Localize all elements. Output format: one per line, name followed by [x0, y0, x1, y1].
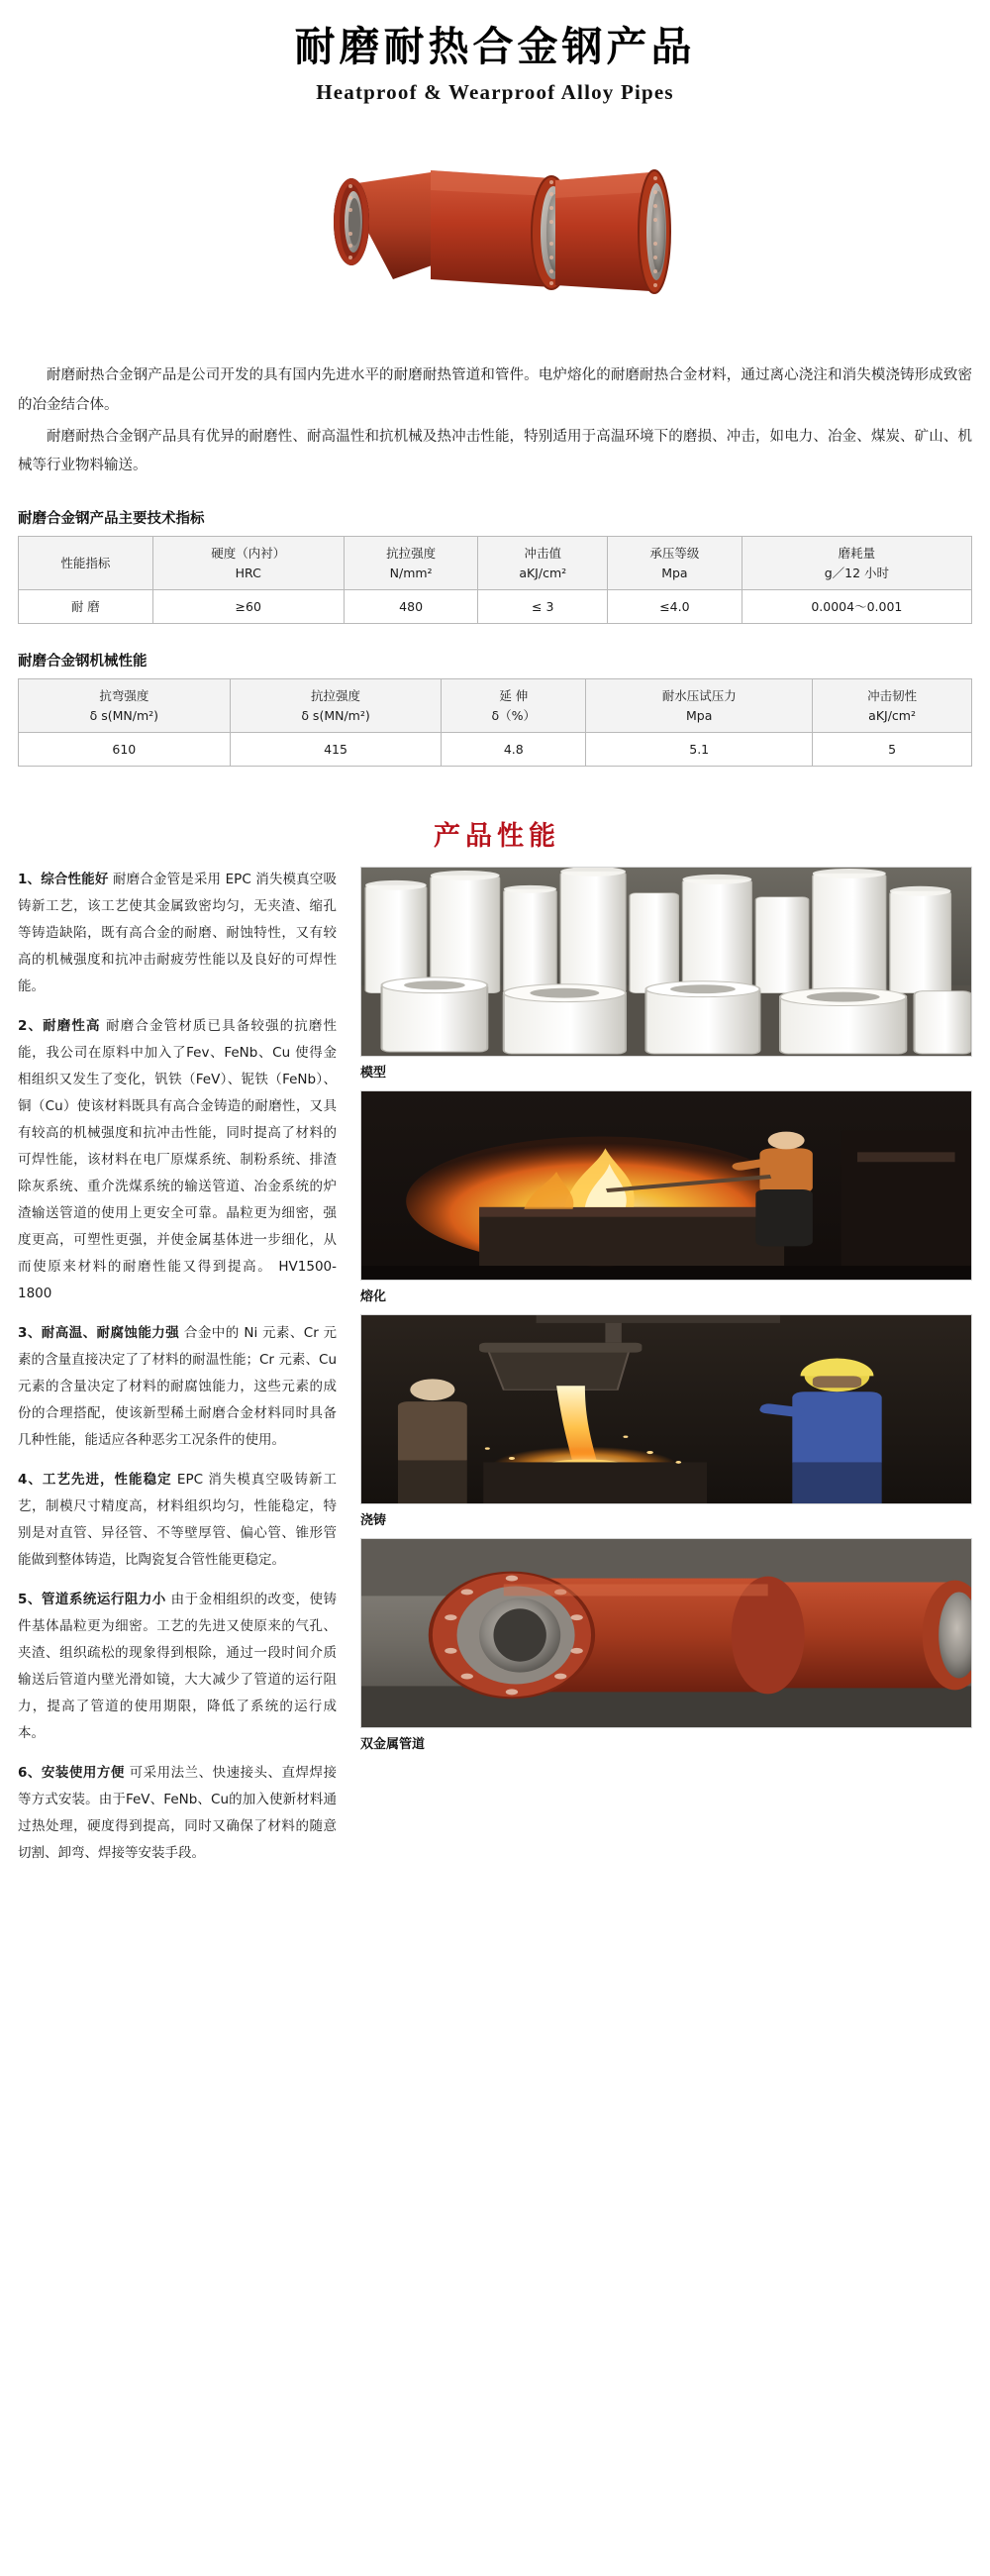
performance-item-lead: 5、管道系统运行阻力小: [18, 1592, 166, 1608]
table-cell: 5.1: [586, 733, 813, 767]
foam-models-icon: [361, 868, 971, 1056]
performance-item: [18, 1467, 337, 1574]
table-row: [19, 589, 972, 623]
table-header-cell: 磨耗量 g／12 小时: [742, 537, 971, 590]
photo-caption: 熔化: [360, 1289, 387, 1305]
performance-text-column: [18, 867, 337, 1880]
intro-paragraph-1: 耐磨耐热合金钢产品是公司开发的具有国内先进水平的耐磨耐热管道和管件。电炉熔化的耐磨耐热合金材料，通过离心浇注和消失模浇铸形成致密的冶金结合体。: [18, 367, 972, 413]
tech-index-section: [18, 507, 972, 624]
table-header-cell: 抗弯强度 δ s(MN/m²): [19, 679, 231, 733]
photo-caption: 浇铸: [360, 1513, 387, 1529]
table-header-row: [19, 537, 972, 590]
performance-item-body: EPC 消失模真空吸铸新工艺，制模尺寸精度高，材料组织均匀，性能稳定，特别是对直管、异径管、不等壁厚管、偏心管、锥形管能做到整体铸造，比陶瓷复合管性能更稳定。: [18, 1472, 337, 1569]
page-header: [18, 0, 972, 105]
table-cell: ≤4.0: [608, 589, 742, 623]
intro-paragraph-2: 耐磨耐热合金钢产品具有优异的耐磨性、耐高温性和抗机械及热冲击性能，特别适用于高温环境下的磨损、冲击，如电力、冶金、煤炭、矿山、机械等行业物料输送。: [18, 428, 972, 474]
table-header-cell: 抗拉强度 N/mm²: [344, 537, 478, 590]
photo-block: [360, 1538, 972, 1752]
table-cell: ≥60: [152, 589, 344, 623]
performance-item-body: 可采用法兰、快速接头、直焊焊接等方式安装。由于FeV、FeNb、Cu的加入使新材料通过热处理，硬度得到提高，同时又确保了材料的随意切割、卸弯、焊接等安装手段。: [18, 1765, 338, 1862]
table-header-cell: 性能指标: [19, 537, 153, 590]
page-title: 耐磨耐热合金钢产品: [294, 23, 696, 70]
table-cell: 0.0004～0.001: [742, 589, 971, 623]
tech-index-table: [18, 536, 972, 624]
bimetal-pipe-photo: [360, 1538, 972, 1728]
photo-block: [360, 1314, 972, 1528]
photo-caption: 模型: [360, 1066, 387, 1082]
performance-item: [18, 1013, 337, 1307]
performance-item-body: 耐磨合金管材质已具备较强的抗磨性能，我公司在原料中加入了Fev、FeNb、Cu 使得金相组织又发生了变化，钒铁（FeV）、铌铁（FeNb）、铜（Cu）使该材料既具有高合金铸造的耐磨性，又具有较高的机械强度和抗冲击性能，同时提高了材料的可焊性能，该材料在电厂原煤系统、制粉系统、排渣除灰系统、重介洗煤系统的输送管道、冶金系统的炉渣输送管道的使用上更安全可靠。晶粒更为细密，强度更高，可塑性更强，并使金属基体进一步细化，从而使原来材料的耐磨性能又得到提高。 HV1500-1800: [18, 1018, 337, 1302]
table-cell: 415: [230, 733, 442, 767]
hero-image: [282, 131, 708, 324]
table-header-cell: 延 伸 δ（%）: [442, 679, 586, 733]
performance-section: [18, 867, 972, 1880]
performance-photo-column: [360, 867, 972, 1752]
table-row: [19, 733, 972, 767]
pipe-illustration-icon: [282, 131, 708, 324]
performance-item-body: 耐磨合金管是采用 EPC 消失模真空吸铸新工艺，该工艺使其金属致密均匀，无夹渣、缩孔等铸造缺陷，既有高合金的耐磨、耐蚀特性，又有较高的机械强度和抗冲击耐疲劳性能以及良好的可焊性能。: [18, 872, 337, 995]
table-header-cell: 硬度（内衬） HRC: [152, 537, 344, 590]
melting-furnace-photo: [360, 1090, 972, 1281]
performance-heading: 产品性能: [434, 821, 560, 853]
photo-caption: 双金属管道: [360, 1737, 426, 1753]
bimetal-pipe-icon: [361, 1539, 971, 1727]
pouring-casting-icon: [361, 1315, 971, 1503]
mechanical-property-table: [18, 678, 972, 767]
performance-item-lead: 4、工艺先进，性能稳定: [18, 1472, 172, 1489]
page-subtitle: Heatproof & Wearproof Alloy Pipes: [316, 80, 674, 105]
intro-text: [18, 361, 972, 481]
table-cell: ≤ 3: [478, 589, 608, 623]
foam-pattern-models-photo: [360, 867, 972, 1057]
table-header-cell: 冲击韧性 aKJ/cm²: [813, 679, 972, 733]
tech-index-title: 耐磨合金钢产品主要技术指标: [18, 511, 205, 528]
table-header-cell: 冲击值 aKJ/cm²: [478, 537, 608, 590]
performance-item: [18, 867, 337, 1000]
photo-block: [360, 1090, 972, 1304]
performance-item-body: 合金中的 Ni 元素、Cr 元素的含量直接决定了了材料的耐温性能；Cr 元素、Cu 元素的含量决定了材料的耐腐蚀能力，这些元素的成份的合理搭配，使该新型稀土耐磨合金材料同时具备几种性能，能适应各种恶劣工况条件的使用。: [18, 1325, 337, 1449]
table-header-row: [19, 679, 972, 733]
performance-item: [18, 1320, 337, 1454]
pouring-casting-photo: [360, 1314, 972, 1504]
mechanical-property-title: 耐磨合金钢机械性能: [18, 654, 148, 670]
performance-item-lead: 1、综合性能好: [18, 872, 109, 888]
performance-item-body: 由于金相组织的改变，使铸件基体晶粒更为细密。工艺的先进又使原来的气孔、夹渣、组织疏松的现象得到根除，通过一段时间介质输送后管道内壁光滑如镜，大大减少了管道的运行阻力，提高了管道的使用期限，降低了系统的运行成本。: [18, 1592, 337, 1742]
table-header-cell: 抗拉强度 δ s(MN/m²): [230, 679, 442, 733]
table-cell: 610: [19, 733, 231, 767]
performance-item: [18, 1587, 337, 1747]
table-header-cell: 承压等级 Mpa: [608, 537, 742, 590]
melting-furnace-icon: [361, 1091, 971, 1280]
performance-item-lead: 6、安装使用方便: [18, 1765, 125, 1782]
table-cell: 耐 磨: [19, 589, 153, 623]
table-cell: 480: [344, 589, 478, 623]
page-bottom-spacer: [18, 1880, 972, 1906]
table-cell: 5: [813, 733, 972, 767]
performance-item-lead: 3、耐高温、耐腐蚀能力强: [18, 1325, 180, 1342]
table-cell: 4.8: [442, 733, 586, 767]
photo-block: [360, 867, 972, 1081]
mechanical-property-section: [18, 650, 972, 767]
performance-item-lead: 2、耐磨性高: [18, 1018, 101, 1035]
table-header-cell: 耐水压试压力 Mpa: [586, 679, 813, 733]
performance-item: [18, 1760, 337, 1867]
